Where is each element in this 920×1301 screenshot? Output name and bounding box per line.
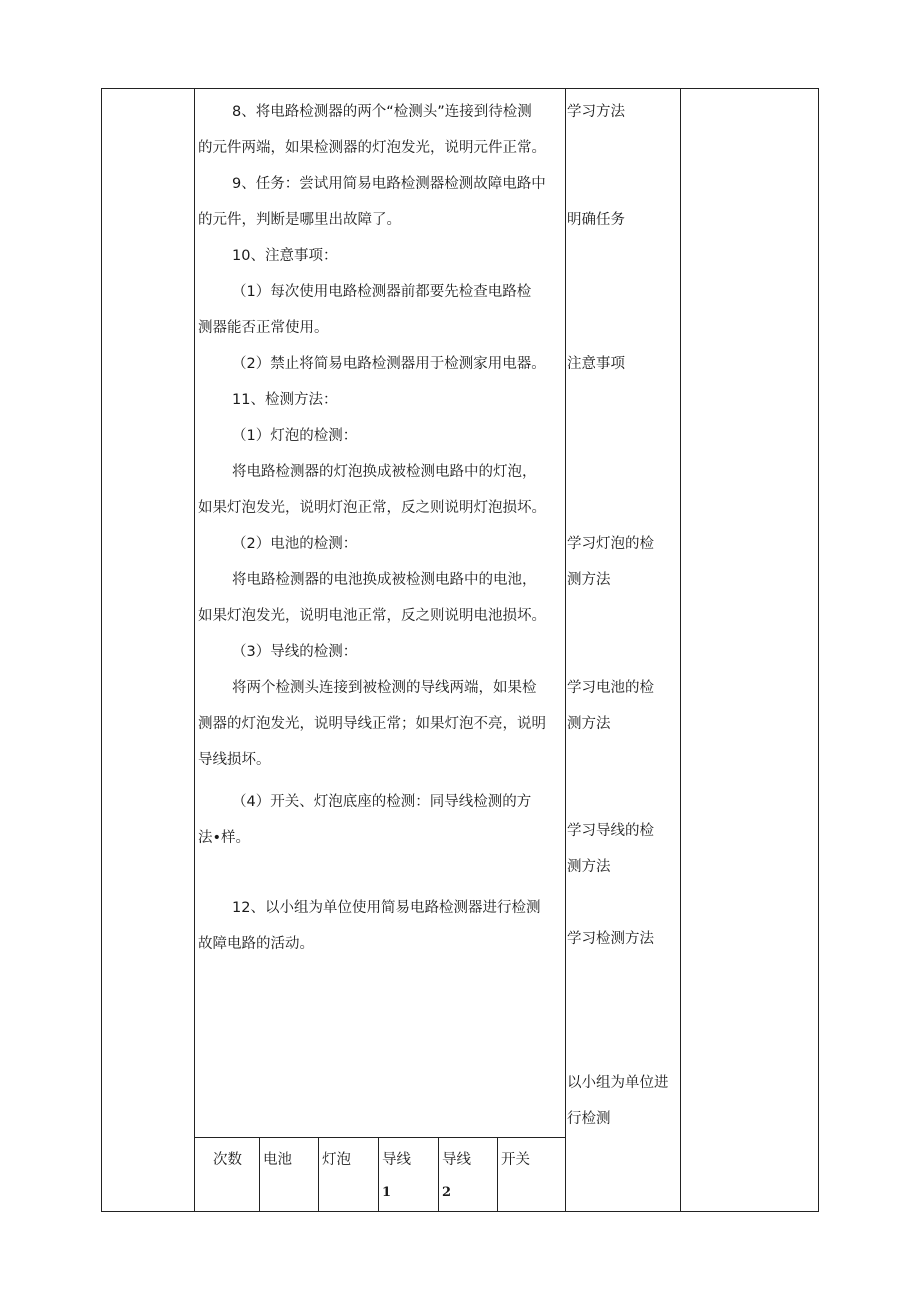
- note-group-detection-line1: 以小组为单位进: [567, 1075, 669, 1091]
- record-table-top-border: [195, 1137, 565, 1138]
- record-header-wire1: 导线: [382, 1152, 411, 1168]
- record-header-wire2: 导线: [442, 1152, 471, 1168]
- record-table-divider: [497, 1137, 498, 1212]
- step-11-item2-line1: 将电路检测器的电池换成被检测电路中的电池，: [232, 572, 537, 588]
- step-11-item3-line2: 测器的灯泡发光，说明导线正常；如果灯泡不亮，说明: [198, 716, 546, 732]
- note-bulb-method-line2: 测方法: [567, 572, 611, 588]
- note-wire-method-line2: 测方法: [567, 859, 611, 875]
- step-12-line2: 故障电路的活动。: [198, 936, 314, 952]
- step-11-item3-line1: 将两个检测头连接到被检测的导线两端，如果检: [232, 680, 537, 696]
- record-header-bulb: 灯泡: [322, 1152, 351, 1168]
- note-group-detection-line2: 行检测: [567, 1111, 611, 1127]
- step-10-item2: （2）禁止将简易电路检测器用于检测家用电器。: [232, 356, 546, 372]
- note-battery-method-line1: 学习电池的检: [567, 680, 654, 696]
- step-11-item4-line1: （4）开关、灯泡底座的检测：同导线检测的方: [232, 794, 532, 810]
- step-11-item2-line2: 如果灯泡发光，说明电池正常，反之则说明电池损坏。: [198, 608, 546, 624]
- step-11-item1-line1: 将电路检测器的灯泡换成被检测电路中的灯泡，: [232, 464, 537, 480]
- column-divider-right: [680, 88, 681, 1212]
- step-11-item1-title: （1）灯泡的检测：: [232, 428, 358, 444]
- step-11-item1-line2: 如果灯泡发光，说明灯泡正常，反之则说明灯泡损坏。: [198, 500, 546, 516]
- column-divider-middle: [565, 88, 566, 1212]
- record-header-wire2-number: 2: [442, 1185, 452, 1200]
- note-detection-method: 学习检测方法: [567, 931, 654, 947]
- note-wire-method-line1: 学习导线的检: [567, 823, 654, 839]
- note-battery-method-line2: 测方法: [567, 716, 611, 732]
- note-precautions: 注意事项: [567, 356, 625, 372]
- step-11-heading: 11、检测方法：: [232, 392, 338, 408]
- step-10-item1-line2: 测器能否正常使用。: [198, 320, 329, 336]
- step-10-heading: 10、注意事项：: [232, 248, 338, 264]
- step-11-item4-line2: 法•样。: [198, 830, 251, 846]
- record-table-divider: [378, 1137, 379, 1212]
- step-11-item3-line3: 导线损坏。: [198, 752, 271, 768]
- record-table-divider: [438, 1137, 439, 1212]
- step-9-line1: 9、任务：尝试用简易电路检测器检测故障电路中: [232, 176, 546, 192]
- step-11-item2-title: （2）电池的检测：: [232, 536, 358, 552]
- step-9-line2: 的元件，判断是哪里出故障了。: [198, 212, 401, 228]
- record-header-wire1-number: 1: [382, 1185, 392, 1200]
- record-header-battery: 电池: [263, 1152, 292, 1168]
- step-11-item3-title: （3）导线的检测：: [232, 644, 358, 660]
- column-divider-left: [194, 88, 195, 1212]
- step-8-line1: 8、将电路检测器的两个“检测头”连接到待检测: [232, 104, 532, 120]
- step-10-item1-line1: （1）每次使用电路检测器前都要先检查电路检: [232, 284, 532, 300]
- record-header-count: 次数: [213, 1152, 242, 1168]
- note-learning-method: 学习方法: [567, 104, 625, 120]
- record-table-divider: [318, 1137, 319, 1212]
- note-bulb-method-line1: 学习灯泡的检: [567, 536, 654, 552]
- lesson-table-frame: [101, 88, 819, 1212]
- record-header-switch: 开关: [501, 1152, 530, 1168]
- note-clarify-task: 明确任务: [567, 212, 625, 228]
- step-12-line1: 12、以小组为单位使用简易电路检测器进行检测: [232, 900, 541, 916]
- step-8-line2: 的元件两端，如果检测器的灯泡发光，说明元件正常。: [198, 140, 546, 156]
- record-table-divider: [259, 1137, 260, 1212]
